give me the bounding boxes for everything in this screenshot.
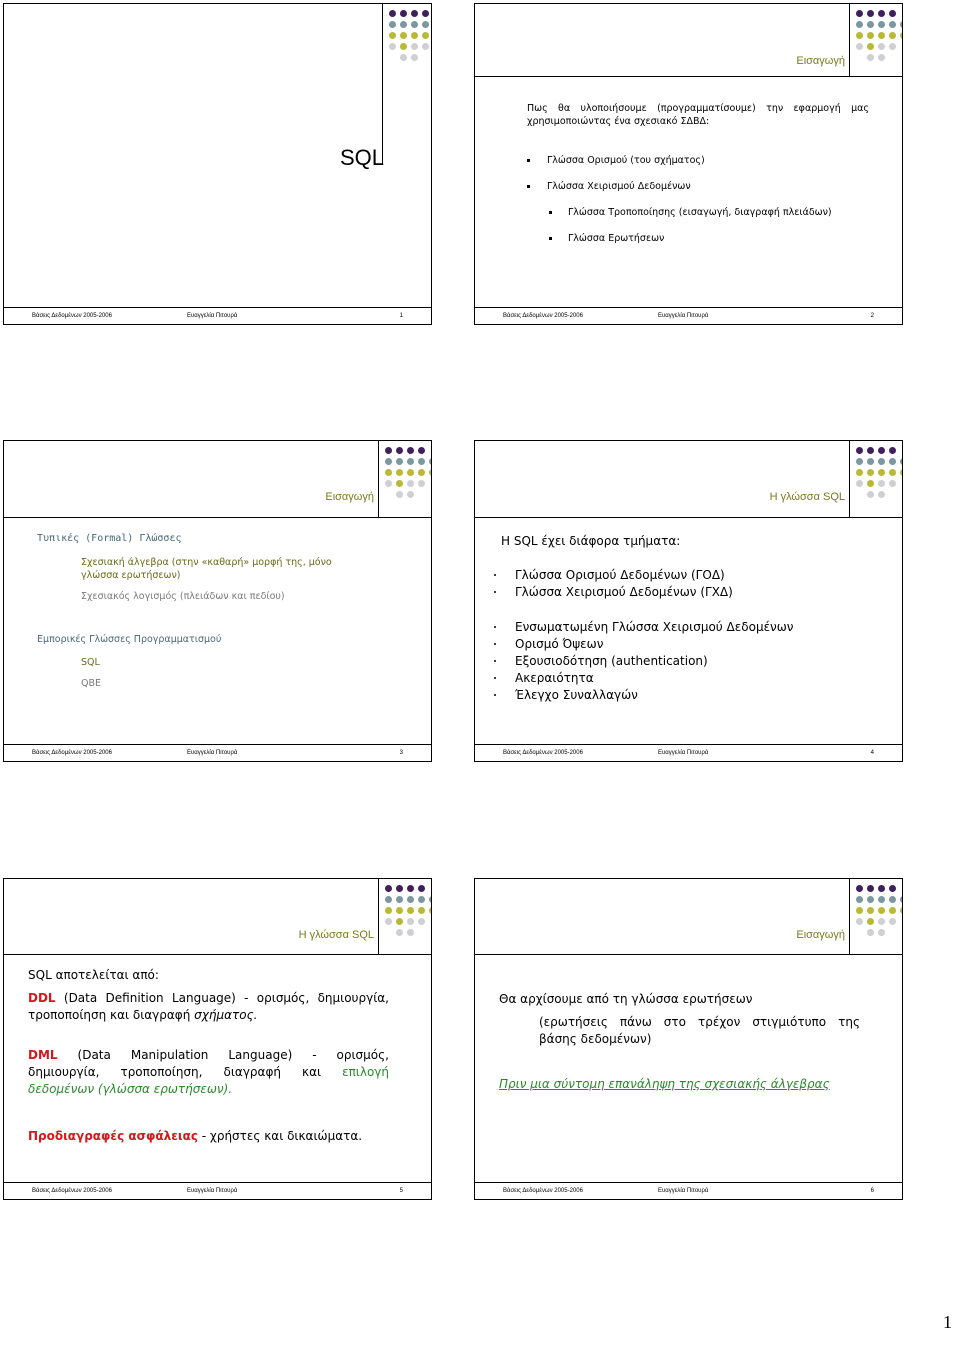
decor-dot [389, 10, 396, 17]
footer-author: Ευαγγελία Πιτουρά [187, 1188, 238, 1194]
slide-title: Εισαγωγή [325, 491, 374, 503]
decor-dot [867, 885, 874, 892]
page-number: 1 [943, 1312, 952, 1332]
decor-dot [422, 10, 429, 17]
decor-dot [400, 32, 407, 39]
decor-dot [867, 469, 874, 476]
list-item: Γλώσσα Ορισμού Δεδομένων (ΓΟΔ) [515, 568, 725, 582]
decor-dot [889, 918, 896, 925]
slide-6 [474, 878, 903, 1200]
decor-dot [400, 10, 407, 17]
slide-footer [4, 307, 431, 324]
decor-dot [867, 896, 874, 903]
decor-dot [396, 491, 403, 498]
algebra-review: Πριν μια σύντομη επανάληψη της σχεσιακής άλγεβρας [499, 1077, 830, 1091]
decor-dot [900, 907, 903, 914]
intro-line-1: Πως θα υλοποιήσουμε (προγραμματίσουμε) την εφαρμογή μας [527, 103, 869, 114]
slide-title: Εισαγωγή [796, 55, 845, 67]
decor-dot [878, 32, 885, 39]
footer-author: Ευαγγελία Πιτουρά [658, 1188, 709, 1194]
decor-dot [889, 469, 896, 476]
footer-course: Βάσεις Δεδομένων 2005-2006 [32, 1188, 112, 1194]
list-item: Γλώσσα Ορισμού (του σχήματος) [547, 155, 705, 166]
decor-dot [407, 469, 414, 476]
footer-course: Βάσεις Δεδομένων 2005-2006 [503, 1188, 583, 1194]
decor-dot [407, 896, 414, 903]
decor-dot [900, 896, 903, 903]
decor-dot [418, 896, 425, 903]
decor-dot [429, 896, 432, 903]
decor-dot [856, 896, 863, 903]
decor-dot [867, 929, 874, 936]
slide-3 [3, 440, 432, 762]
decor-dot [900, 21, 903, 28]
decor-dot [407, 458, 414, 465]
sql-item: SQL [81, 657, 100, 668]
decor-dot [429, 469, 432, 476]
decor-dot [407, 491, 414, 498]
decor-dot [385, 907, 392, 914]
decor-dot [867, 447, 874, 454]
decor-dot [856, 885, 863, 892]
decor-dot [429, 458, 432, 465]
decor-dot [889, 458, 896, 465]
decorative-dots [856, 885, 903, 941]
qbe-item: QBE [81, 678, 101, 689]
decor-dot [400, 21, 407, 28]
slide-footer [4, 1182, 431, 1199]
slide-title: Η γλώσσα SQL [298, 929, 374, 941]
commercial-languages: Εμπορικές Γλώσσες Προγραμματισμού [37, 634, 222, 645]
intro-line-2: χρησιμοποιώντας ένα σχεσιακό ΣΔΒΔ: [527, 116, 710, 127]
decor-dot [407, 918, 414, 925]
list-item: Ενσωματωμένη Γλώσσα Χειρισμού Δεδομένων [515, 620, 794, 634]
list-item: Γλώσσα Ερωτήσεων [568, 233, 665, 244]
decor-dot [411, 21, 418, 28]
decor-dot [385, 480, 392, 487]
decor-dot [396, 896, 403, 903]
decor-dot [396, 458, 403, 465]
security-spec [28, 1128, 362, 1144]
list-item: Έλεγχο Συναλλαγών [515, 688, 638, 702]
decor-dot [396, 907, 403, 914]
footer-author: Ευαγγελία Πιτουρά [187, 313, 238, 319]
schema-word: σχήματος. [194, 1008, 258, 1022]
ddl-line-1 [28, 990, 389, 1006]
decor-dot [389, 21, 396, 28]
decor-dot [867, 458, 874, 465]
decor-dot [418, 907, 425, 914]
footer-author: Ευαγγελία Πιτουρά [658, 750, 709, 756]
decor-dot [411, 32, 418, 39]
decor-dot [407, 447, 414, 454]
footer-author: Ευαγγελία Πιτουρά [658, 313, 709, 319]
footer-course: Βάσεις Δεδομένων 2005-2006 [503, 313, 583, 319]
list-item: Εξουσιοδότηση (authentication) [515, 654, 708, 668]
decor-dot [400, 54, 407, 61]
decorative-dots [856, 447, 903, 503]
decor-dot [878, 929, 885, 936]
decor-dot [878, 10, 885, 17]
slide-number: 5 [399, 1188, 403, 1194]
decor-dot [856, 43, 863, 50]
decor-dot [429, 907, 432, 914]
slide-1 [3, 3, 432, 325]
dml-line-3: δεδομένων (γλώσσα ερωτήσεων). [28, 1082, 233, 1096]
decor-dot [889, 10, 896, 17]
decor-dot [418, 458, 425, 465]
decor-dot [867, 43, 874, 50]
relational-calculus: Σχεσιακός λογισμός (πλειάδων και πεδίου) [81, 591, 285, 602]
decor-dot [407, 907, 414, 914]
query-note-line-1: (ερωτήσεις πάνω στο τρέχον στιγμιότυπο της [539, 1015, 860, 1029]
list-item: Γλώσσα Χειρισμού Δεδομένων [547, 181, 691, 192]
decorative-dots [389, 10, 432, 66]
slide-title: SQL [340, 145, 385, 170]
decor-dot [856, 32, 863, 39]
decor-dot [889, 43, 896, 50]
decor-dot [900, 32, 903, 39]
slide-footer [475, 307, 902, 324]
decor-dot [867, 54, 874, 61]
dml-abbr: DML [28, 1048, 58, 1062]
footer-course: Βάσεις Δεδομένων 2005-2006 [503, 750, 583, 756]
decor-dot [396, 447, 403, 454]
slide-number: 6 [870, 1188, 874, 1194]
ddl-abbr: DDL [28, 991, 56, 1005]
relational-algebra-cont: γλώσσα ερωτήσεων) [81, 570, 181, 581]
select-word: επιλογή [342, 1065, 389, 1079]
decor-dot [385, 469, 392, 476]
decorative-dots [856, 10, 903, 66]
decor-dot [867, 918, 874, 925]
footer-author: Ευαγγελία Πιτουρά [187, 750, 238, 756]
decor-dot [878, 469, 885, 476]
decorative-dots [385, 885, 432, 941]
query-language-start: Θα αρχίσουμε από τη γλώσσα ερωτήσεων [499, 992, 753, 1006]
decor-dot [900, 469, 903, 476]
slide-number: 1 [399, 313, 403, 319]
decor-dot [411, 10, 418, 17]
decor-dot [856, 21, 863, 28]
decor-dot [889, 907, 896, 914]
decor-dot [385, 885, 392, 892]
decor-dot [396, 469, 403, 476]
decor-dot [867, 480, 874, 487]
decor-dot [396, 885, 403, 892]
slide-footer [4, 744, 431, 761]
decor-dot [411, 54, 418, 61]
decor-dot [400, 43, 407, 50]
decor-dot [889, 885, 896, 892]
decor-dot [407, 480, 414, 487]
decor-dot [878, 21, 885, 28]
decor-dot [856, 10, 863, 17]
footer-course: Βάσεις Δεδομένων 2005-2006 [32, 750, 112, 756]
decor-dot [878, 491, 885, 498]
decor-dot [878, 896, 885, 903]
decor-dot [385, 896, 392, 903]
dml-line-1 [28, 1047, 389, 1063]
security-spec-label: Προδιαγραφές ασφάλειας [28, 1129, 198, 1143]
dml-desc: (Data Manipulation Language) - ορισμός, [57, 1048, 389, 1062]
decor-dot [418, 885, 425, 892]
decor-dot [422, 32, 429, 39]
relational-algebra: Σχεσιακή άλγεβρα (στην «καθαρή» μορφή της, μόνο [81, 557, 332, 568]
slide-number: 3 [399, 750, 403, 756]
decor-dot [867, 32, 874, 39]
slide-title: Η γλώσσα SQL [769, 491, 845, 503]
sql-consists-heading: SQL αποτελείται από: [28, 968, 159, 982]
slide-number: 4 [870, 750, 874, 756]
decor-dot [389, 32, 396, 39]
decor-dot [900, 458, 903, 465]
decor-dot [867, 10, 874, 17]
decor-dot [418, 480, 425, 487]
decor-dot [878, 447, 885, 454]
decor-dot [889, 21, 896, 28]
decor-dot [889, 480, 896, 487]
decor-dot [407, 885, 414, 892]
slide-2 [474, 3, 903, 325]
decor-dot [856, 918, 863, 925]
dml-desc-cont: δημιουργία, τροποποίηση, διαγραφή και [28, 1065, 343, 1079]
dml-line-2 [28, 1064, 389, 1080]
decor-dot [878, 54, 885, 61]
decor-dot [878, 907, 885, 914]
decor-dot [878, 43, 885, 50]
decor-dot [856, 907, 863, 914]
decor-dot [396, 929, 403, 936]
decor-dot [389, 43, 396, 50]
list-item: Ακεραιότητα [515, 671, 594, 685]
decor-dot [856, 447, 863, 454]
list-item: Γλώσσα Τροποποίησης (εισαγωγή, διαγραφή πλειάδων) [568, 207, 832, 218]
decor-dot [856, 458, 863, 465]
slide-4 [474, 440, 903, 762]
decor-dot [878, 480, 885, 487]
decor-dot [878, 885, 885, 892]
slide-5 [3, 878, 432, 1200]
decor-dot [856, 480, 863, 487]
footer-course: Βάσεις Δεδομένων 2005-2006 [32, 313, 112, 319]
slide-number: 2 [870, 313, 874, 319]
decor-dot [878, 458, 885, 465]
ddl-desc-cont: τροποποίηση και διαγραφή [28, 1008, 195, 1022]
ddl-desc: (Data Definition Language) - ορισμός, δημιουργία, [55, 991, 389, 1005]
decor-dot [878, 918, 885, 925]
decor-dot [418, 447, 425, 454]
slide-footer [475, 744, 902, 761]
decor-dot [889, 32, 896, 39]
decor-dot [889, 896, 896, 903]
query-note-line-2: βάσης δεδομένων) [539, 1032, 652, 1046]
decorative-dots [385, 447, 432, 503]
decor-dot [407, 929, 414, 936]
decor-dot [385, 918, 392, 925]
decor-dot [396, 918, 403, 925]
list-item: Ορισμό Όψεων [515, 637, 604, 651]
decor-dot [867, 491, 874, 498]
decor-dot [422, 21, 429, 28]
decor-dot [418, 469, 425, 476]
decor-dot [418, 918, 425, 925]
list-item: Γλώσσα Χειρισμού Δεδομένων (ΓΧΔ) [515, 585, 733, 599]
decor-dot [867, 907, 874, 914]
decor-dot [385, 447, 392, 454]
decor-dot [856, 469, 863, 476]
decor-dot [411, 43, 418, 50]
decor-dot [422, 43, 429, 50]
decor-dot [396, 480, 403, 487]
decor-dot [889, 447, 896, 454]
decor-dot [867, 21, 874, 28]
security-spec-desc: - χρήστες και δικαιώματα. [197, 1129, 363, 1143]
slide-footer [475, 1182, 902, 1199]
ddl-line-2 [28, 1007, 257, 1023]
sql-parts-heading: Η SQL έχει διάφορα τμήματα: [501, 534, 681, 548]
decor-dot [385, 458, 392, 465]
slide-title: Εισαγωγή [796, 929, 845, 941]
formal-languages: Τυπικές (Formal) Γλώσσες [37, 533, 182, 544]
